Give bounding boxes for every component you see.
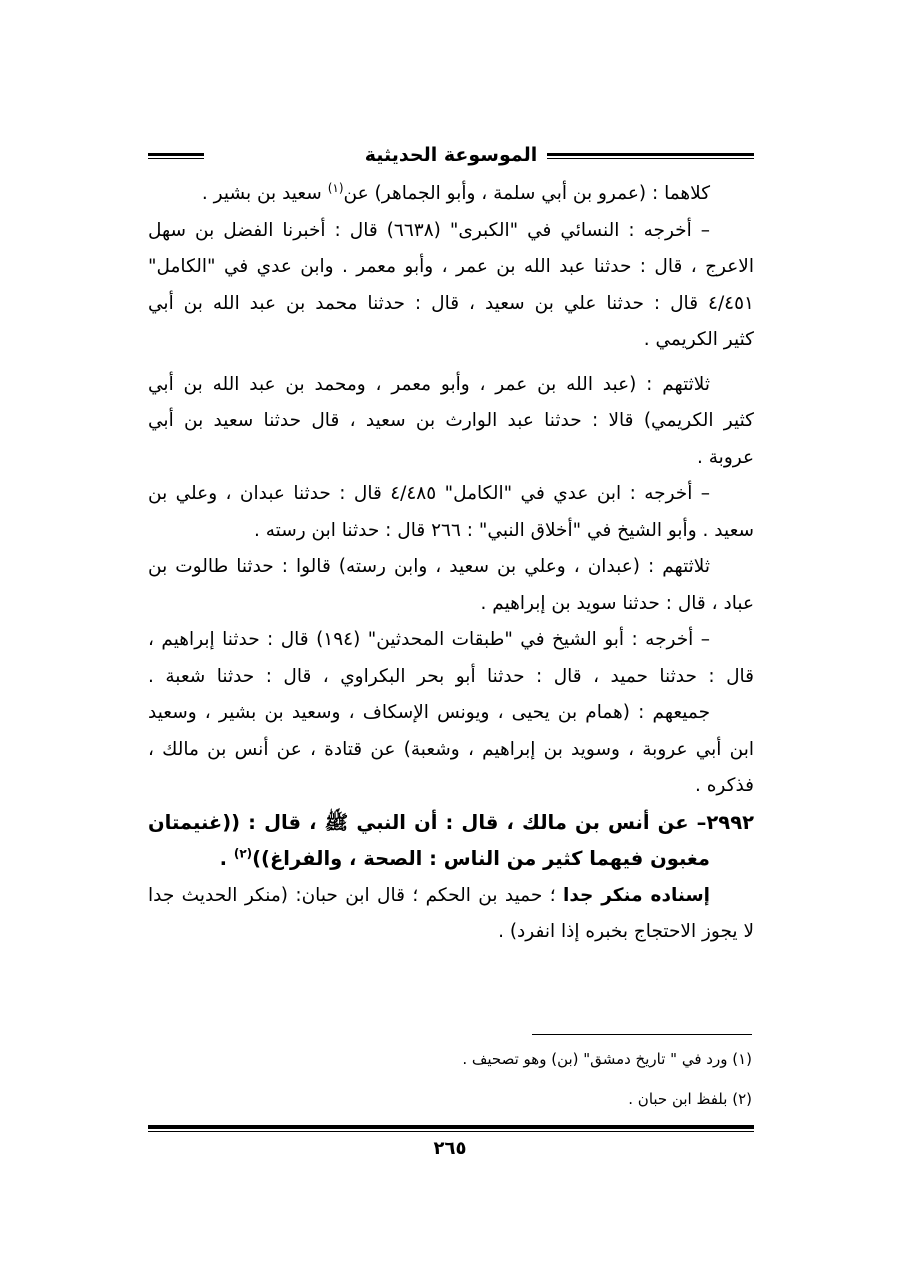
text-line: كلاهما : (عمرو بن أبي سلمة ، وأبو الجماهر) عن$^{(١)}$ سعيد بن بشير . [201, 180, 710, 204]
footnote-separator [532, 1034, 752, 1035]
hadith-line: ٢٩٩٢– عن أنس بن مالك ، قال : أن النبي ﷺ ، قال : ((غنيمتان [148, 810, 754, 834]
header-title: الموسوعة الحديثية [355, 144, 548, 166]
text-line: كثير الكريمي . [643, 329, 754, 350]
text-line: عباد ، قال : حدثنا سويد بن إبراهيم . [480, 592, 754, 614]
footnote: (١) ورد في " تاريخ دمشق" (بن) وهو تصحيف . [462, 1050, 752, 1068]
text-line: سعيد . وأبو الشيخ في "أخلاق النبي" : ٢٦٦ قال : حدثنا ابن رسته . [253, 519, 754, 541]
hadith-line: مغبون فيهما كثير من الناس : الصحة ، والفراغ))$^{(٢)}$ . [219, 846, 710, 870]
text-line: ابن أبي عروبة ، وسويد بن إبراهيم ، وشعبة) عن قتادة ، عن أنس بن مالك ، [148, 738, 754, 760]
text-line: ثلاثتهم : (عبدان ، وعلي بن سعيد ، وابن رسته) قالوا : حدثنا طالوت بن [148, 556, 710, 577]
text-line: الاعرج ، قال : حدثنا عبد الله بن عمر ، وأبو معمر . وابن عدي في "الكامل" [148, 256, 754, 277]
grading-label: إسناده منكر جدا [562, 884, 710, 906]
running-header [148, 143, 754, 167]
grading-line: إسناده منكر جدا ؛ حميد بن الحكم ؛ قال ابن حبان: (منكر الحديث جدا [148, 884, 710, 906]
footnote-ref: (١) [327, 180, 344, 195]
grading-line: لا يجوز الاحتجاج بخبره إذا انفرد) . [498, 921, 754, 942]
footer-rule [148, 1125, 754, 1132]
text-line: ٤/٤٥١ قال : حدثنا علي بن سعيد ، قال : حدثنا محمد بن عبد الله بن أبي [148, 292, 754, 314]
text-line: فذكره . [694, 775, 754, 796]
text-line: كثير الكريمي) قالا : حدثنا عبد الوارث بن سعيد ، قال حدثنا سعيد بن أبي [148, 410, 754, 431]
text-line: جميعهم : (همام بن يحيى ، ويونس الإسكاف ، وسعيد بن بشير ، وسعيد [148, 702, 710, 723]
text-line: عروبة . [696, 446, 754, 468]
footnote: (٢) بلفظ ابن حبان . [628, 1090, 752, 1108]
text-line: قال : حدثنا حميد ، قال : حدثنا أبو بحر البكراوي ، قال : حدثنا شعبة . [148, 665, 754, 687]
text-line: – أخرجه : ابن عدي في "الكامل" ٤/٤٨٥ قال : حدثنا عبدان ، وعلي بن [148, 483, 710, 504]
text-line: – أخرجه : أبو الشيخ في "طبقات المحدثين" (١٩٤) قال : حدثنا إبراهيم ، [148, 629, 710, 650]
body-text [148, 176, 754, 951]
footnote-ref: (٢) [233, 846, 253, 861]
text-line: – أخرجه : النسائي في "الكبرى" (٦٦٣٨) قال : أخبرنا الفضل بن سهل [148, 219, 710, 241]
page-number: ٢٦٥ [433, 1138, 467, 1159]
text-line: ثلاثتهم : (عبد الله بن عمر ، وأبو معمر ، ومحمد بن عبد الله بن أبي [148, 373, 710, 395]
